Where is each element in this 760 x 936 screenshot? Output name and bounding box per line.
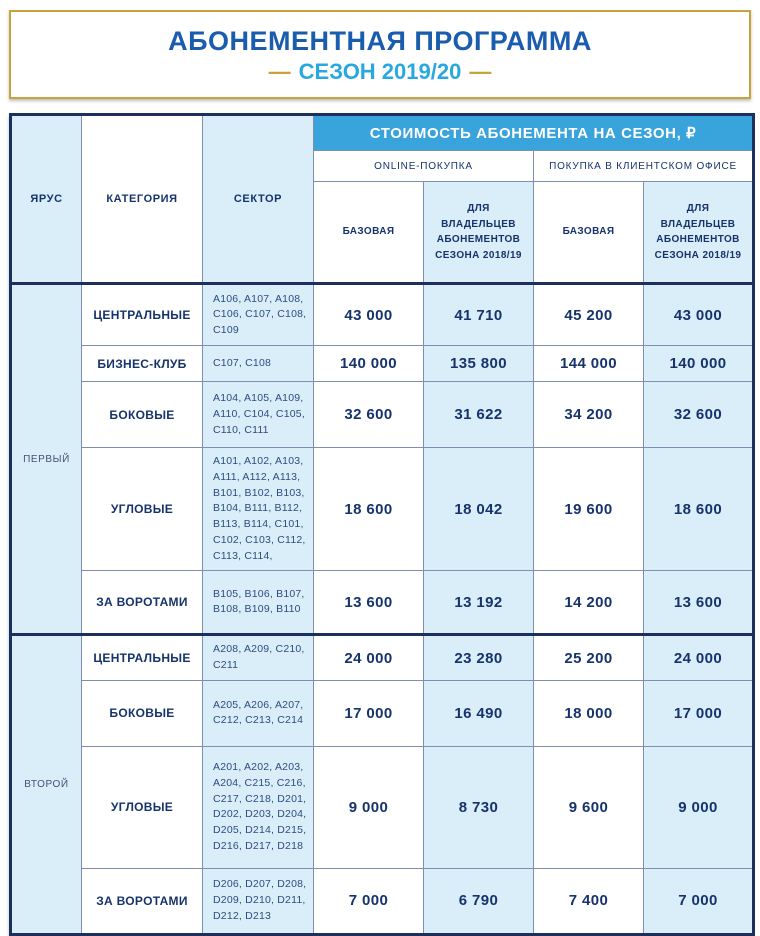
- tier-label-second: ВТОРОЙ: [11, 635, 82, 935]
- table-row: [11, 571, 754, 635]
- price-cell: 32 600: [314, 382, 424, 448]
- sector-cell: C107, C108: [203, 346, 314, 382]
- page-subtitle: [11, 60, 749, 84]
- table-row: [11, 868, 754, 934]
- header-group-online: ONLINE-ПОКУПКА: [314, 151, 534, 182]
- sector-cell: A201, A202, A203, A204, C215, C216, C217, C218, D201, D202, D203, D204, D205, D214, D215, D216, D217, D218: [203, 746, 314, 868]
- price-cell: 19 600: [534, 448, 644, 571]
- category-cell: УГЛОВЫЕ: [82, 448, 203, 571]
- gold-dash-right: —: [469, 59, 492, 85]
- page-title: АБОНЕМЕНТНАЯ ПРОГРАММА: [168, 26, 592, 56]
- price-cell: 17 000: [314, 680, 424, 746]
- category-cell: УГЛОВЫЕ: [82, 746, 203, 868]
- price-cell: 144 000: [534, 346, 644, 382]
- price-cell: 18 600: [644, 448, 754, 571]
- sector-cell: D206, D207, D208, D209, D210, D211, D212, D213: [203, 868, 314, 934]
- season-label: СЕЗОН 2019/20: [298, 59, 462, 85]
- title-banner: [9, 10, 751, 99]
- header-group-office: ПОКУПКА В КЛИЕНТСКОМ ОФИСЕ: [534, 151, 754, 182]
- price-cell: 13 192: [424, 571, 534, 635]
- pricing-table: [9, 113, 755, 936]
- price-cell: 41 710: [424, 284, 534, 346]
- price-cell: 18 042: [424, 448, 534, 571]
- price-cell: 31 622: [424, 382, 534, 448]
- price-cell: 43 000: [314, 284, 424, 346]
- category-cell: ЗА ВОРОТАМИ: [82, 868, 203, 934]
- price-cell: 6 790: [424, 868, 534, 934]
- price-cell: 14 200: [534, 571, 644, 635]
- sector-cell: A205, A206, A207, C212, C213, C214: [203, 680, 314, 746]
- price-cell: 7 000: [644, 868, 754, 934]
- price-cell: 9 000: [314, 746, 424, 868]
- header-price-band: СТОИМОСТЬ АБОНЕМЕНТА НА СЕЗОН, ₽: [314, 115, 754, 151]
- price-cell: 9 000: [644, 746, 754, 868]
- price-cell: 17 000: [644, 680, 754, 746]
- sector-cell: B105, B106, B107, B108, B109, B110: [203, 571, 314, 635]
- price-cell: 43 000: [644, 284, 754, 346]
- price-cell: 140 000: [644, 346, 754, 382]
- table-row: [11, 680, 754, 746]
- sector-cell: A208, A209, C210, C211: [203, 635, 314, 681]
- sector-cell: A101, A102, A103, A111, A112, A113, B101, B102, B103, B104, B111, B112, B113, B114, C101, C102, C103, C112, C113, C114,: [203, 448, 314, 571]
- category-cell: ЦЕНТРАЛЬНЫЕ: [82, 284, 203, 346]
- price-cell: 9 600: [534, 746, 644, 868]
- sector-cell: A104, A105, A109, A110, C104, C105, C110, C111: [203, 382, 314, 448]
- price-cell: 23 280: [424, 635, 534, 681]
- sector-cell: A106, A107, A108, C106, C107, C108, C109: [203, 284, 314, 346]
- header-owners-office: ДЛЯ ВЛАДЕЛЬЦЕВ АБОНЕМЕНТОВ СЕЗОНА 2018/19: [644, 182, 754, 284]
- pricing-table-container: [9, 113, 751, 936]
- table-row: [11, 346, 754, 382]
- category-cell: БОКОВЫЕ: [82, 680, 203, 746]
- category-cell: БИЗНЕС-КЛУБ: [82, 346, 203, 382]
- table-row: [11, 382, 754, 448]
- table-row: [11, 448, 754, 571]
- table-row: [11, 284, 754, 346]
- category-cell: ЦЕНТРАЛЬНЫЕ: [82, 635, 203, 681]
- price-cell: 7 400: [534, 868, 644, 934]
- price-cell: 135 800: [424, 346, 534, 382]
- price-cell: 45 200: [534, 284, 644, 346]
- header-category: КАТЕГОРИЯ: [82, 115, 203, 284]
- price-cell: 18 000: [534, 680, 644, 746]
- price-cell: 140 000: [314, 346, 424, 382]
- price-cell: 18 600: [314, 448, 424, 571]
- price-cell: 32 600: [644, 382, 754, 448]
- category-cell: ЗА ВОРОТАМИ: [82, 571, 203, 635]
- price-cell: 25 200: [534, 635, 644, 681]
- price-cell: 7 000: [314, 868, 424, 934]
- price-cell: 16 490: [424, 680, 534, 746]
- price-cell: 24 000: [644, 635, 754, 681]
- price-cell: 34 200: [534, 382, 644, 448]
- header-tier: ЯРУС: [11, 115, 82, 284]
- gold-dash-left: —: [268, 59, 291, 85]
- price-cell: 24 000: [314, 635, 424, 681]
- table-row: [11, 635, 754, 681]
- header-sector: СЕКТОР: [203, 115, 314, 284]
- price-cell: 13 600: [314, 571, 424, 635]
- category-cell: БОКОВЫЕ: [82, 382, 203, 448]
- header-base-office: БАЗОВАЯ: [534, 182, 644, 284]
- price-cell: 8 730: [424, 746, 534, 868]
- header-owners-online: ДЛЯ ВЛАДЕЛЬЦЕВ АБОНЕМЕНТОВ СЕЗОНА 2018/19: [424, 182, 534, 284]
- header-base-online: БАЗОВАЯ: [314, 182, 424, 284]
- price-cell: 13 600: [644, 571, 754, 635]
- tier-label-first: ПЕРВЫЙ: [11, 284, 82, 635]
- table-row: [11, 746, 754, 868]
